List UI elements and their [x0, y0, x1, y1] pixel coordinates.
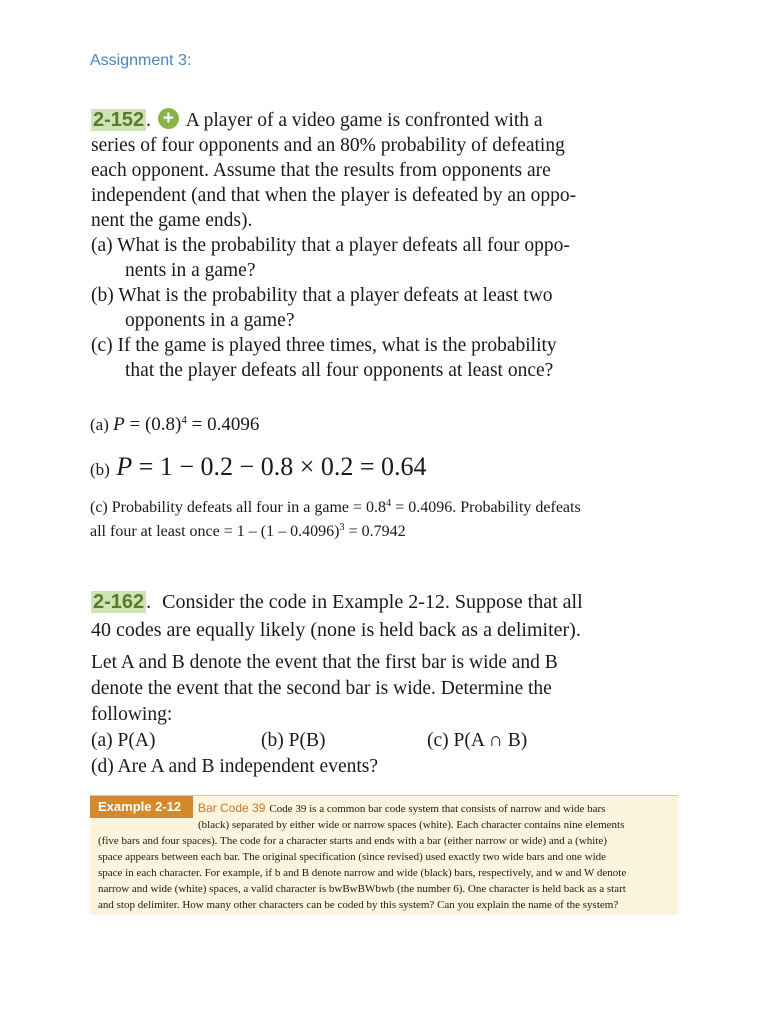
problem-number: 2-162	[93, 591, 145, 613]
parts-row	[91, 728, 618, 754]
answer-b-var: P	[116, 452, 133, 481]
problem-2-162-body	[91, 650, 618, 780]
answer-a	[90, 414, 259, 436]
assignment-title: Assignment 3:	[90, 52, 192, 69]
answer-c-line2: all four at least once = 1 – (1 – 0.4096)	[90, 523, 340, 540]
example-line: and stop delimiter. How many other characters can be coded by this system? Can you explain the name of the system?	[98, 899, 619, 911]
problem-number: 2-152	[93, 109, 145, 131]
answer-b-result: = 1 − 0.2 − 0.8 × 0.2 = 0.64	[132, 452, 427, 481]
problem-text-line: series of four opponents and an 80% probability of defeating	[91, 135, 565, 156]
answer-c-exp1: 4	[386, 497, 392, 509]
part-a-question-cont: nents in a game?	[125, 260, 256, 281]
problem-text-line: independent (and that when the player is defeated by an oppo-	[91, 185, 577, 206]
answer-c-exp2: 3	[339, 521, 345, 533]
answer-a-result: = 0.4096	[186, 414, 260, 435]
problem-2-162: 2-162 . Consider the code in Example 2-12. Suppose that all 40 codes are equally likely (none is held back as a delimiter).	[91, 588, 618, 644]
problem-text: Consider the code in Example 2-12. Suppose that all	[162, 591, 583, 613]
example-subtitle: Bar Code 39	[198, 801, 266, 815]
example-label: Example 2-12	[90, 796, 193, 818]
answer-b-label: (b)	[90, 460, 110, 479]
part-c-question-cont: that the player defeats all four opponents at least once?	[125, 360, 554, 381]
answer-c-line2-end: = 0.7942	[344, 523, 406, 540]
example-line: space in each character. For example, if b and B denote narrow and wide (black) bars, respectively, and w and W denote	[98, 867, 627, 879]
example-line: Code 39 is a common bar code system that consists of narrow and wide bars	[269, 803, 606, 815]
answer-c-line1: (c) Probability defeats all four in a game = 0.8	[90, 499, 387, 516]
example-line: narrow and wide (white) spaces, a valid character is bwBwBWbwb (the number 6). One character is held back as a start	[98, 883, 626, 895]
problem-text-line: each opponent. Assume that the results from opponents are	[91, 160, 551, 181]
part-a: (a) P(A)	[91, 730, 156, 751]
example-line: space appears between each bar. The original specification (since revised) used exactly two wide bars and one wide	[98, 851, 607, 863]
part-b-question: (b) What is the probability that a player defeats at least two	[91, 285, 553, 306]
example-text	[98, 800, 674, 913]
answer-a-label: (a)	[90, 415, 109, 434]
part-c-question: (c) If the game is played three times, what is the probability	[91, 335, 557, 356]
problem-text: A player of a video game is confronted with a	[185, 110, 543, 131]
part-b: (b) P(B)	[261, 730, 326, 751]
problem-2-152	[91, 108, 618, 383]
problem-2-152-line-1: 2-152 . + A player of a video game is confronted with a	[93, 108, 543, 131]
example-line: (black) separated by either wide or narrow spaces (white). Each character contains nine elements	[198, 819, 625, 831]
problem-text-line: 40 codes are equally likely (none is held back as a delimiter).	[91, 619, 581, 641]
answer-b	[90, 452, 427, 482]
answer-c-line1-end: = 0.4096. Probability defeats	[391, 499, 581, 516]
problem-text-line: following:	[91, 704, 173, 725]
answer-c	[90, 496, 680, 544]
example-line: (five bars and four spaces). The code for a character starts and ends with a bar (either narrow or wide) and a (white)	[98, 835, 607, 847]
part-c: (c) P(A ∩ B)	[427, 730, 528, 751]
problem-text-line: Let A and B denote the event that the first bar is wide and B	[91, 652, 558, 673]
answer-a-base: = (0.8)	[124, 414, 182, 435]
answer-a-var: P	[113, 414, 125, 435]
plus-icon: +	[158, 108, 179, 129]
part-a-question: (a) What is the probability that a player defeats all four oppo-	[91, 235, 570, 256]
problem-text-line: denote the event that the second bar is wide. Determine the	[91, 678, 552, 699]
problem-text-line: nent the game ends).	[91, 210, 253, 231]
answer-a-exponent: 4	[181, 414, 187, 427]
part-d: (d) Are A and B independent events?	[91, 756, 379, 777]
part-b-question-cont: opponents in a game?	[125, 310, 295, 331]
example-box	[90, 795, 678, 915]
